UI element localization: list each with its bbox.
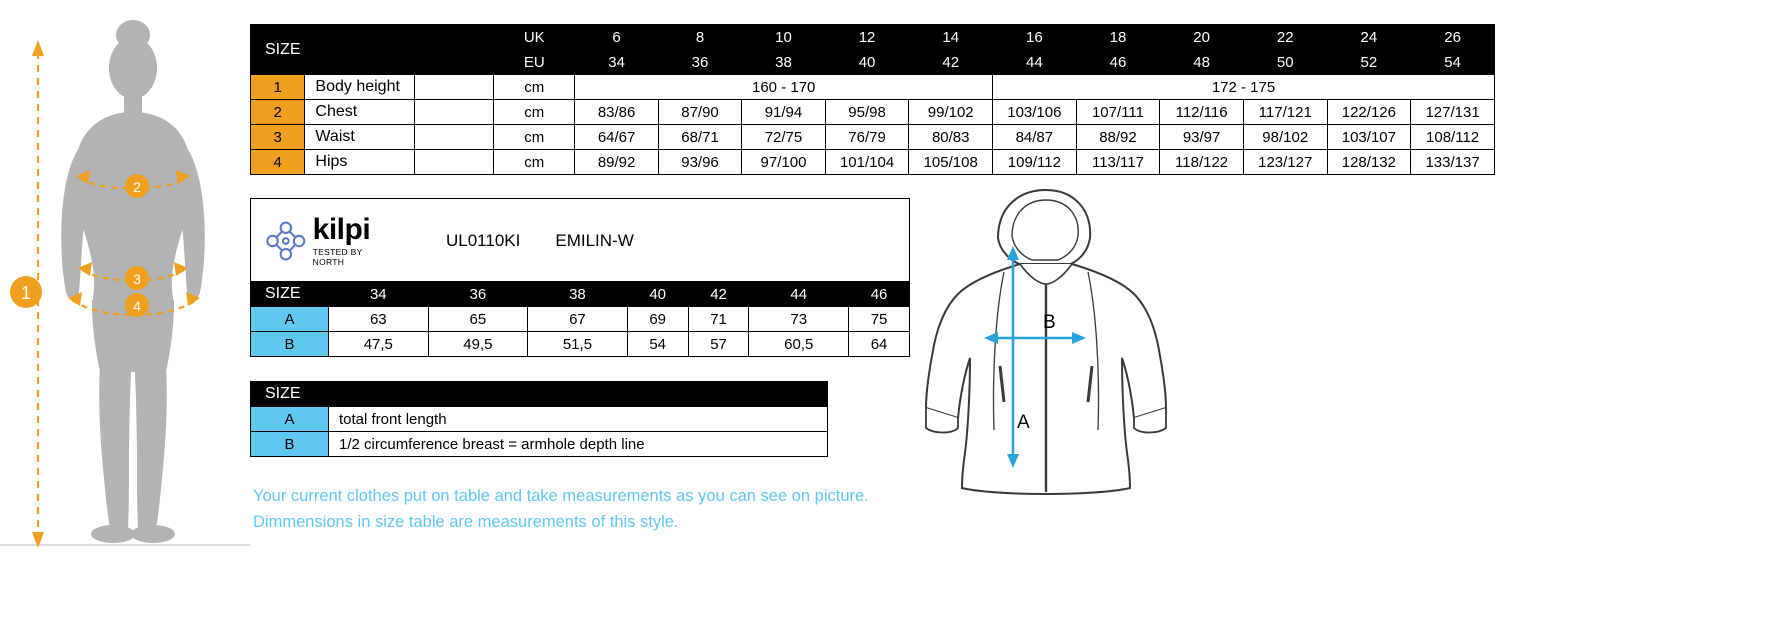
- legend-row-description: total front length: [329, 407, 828, 432]
- top-table-size-value: 50: [1243, 50, 1327, 75]
- row-marker-number: 3: [251, 125, 305, 150]
- mid-table-cell-value: 57: [688, 332, 749, 357]
- mid-table-size-value: 42: [688, 282, 749, 307]
- row-measure-value: 68/71: [658, 125, 741, 150]
- row-measure-value: 117/121: [1243, 100, 1327, 125]
- mid-table-size-value: 38: [528, 282, 628, 307]
- row-unit: cm: [494, 100, 575, 125]
- row-measure-value: 123/127: [1243, 150, 1327, 175]
- row-marker-number: 4: [251, 150, 305, 175]
- row-measure-value: 105/108: [909, 150, 993, 175]
- row-measure-value: 93/96: [658, 150, 741, 175]
- row-spacer-cell: [415, 125, 494, 150]
- row-measure-value: 127/131: [1411, 100, 1495, 125]
- row-measure-value: 122/126: [1327, 100, 1411, 125]
- top-table-size-value: 16: [993, 25, 1077, 50]
- mid-table-cell-value: 75: [849, 307, 910, 332]
- mid-table-cell-value: 54: [627, 332, 688, 357]
- brand-header-box: [250, 198, 910, 283]
- row-measure-value: 95/98: [825, 100, 909, 125]
- top-table-size-value: 18: [1076, 25, 1160, 50]
- jacket-label-a: A: [1017, 412, 1030, 433]
- mid-table-header-row: [251, 282, 910, 307]
- legend-header-row: [251, 382, 828, 407]
- top-table-size-header: SIZE: [251, 25, 494, 75]
- garment-size-table: [250, 281, 910, 357]
- mid-table-row-key: B: [251, 332, 329, 357]
- legend-table-body: [251, 382, 828, 457]
- row-measure-value: 84/87: [993, 125, 1077, 150]
- note-line-1: Your current clothes put on table and take measurements as you can see on picture.: [253, 487, 869, 505]
- mid-table-cell-value: 60,5: [749, 332, 849, 357]
- legend-row-key: B: [251, 432, 329, 457]
- top-table-size-value: 8: [658, 25, 741, 50]
- svg-text:3: 3: [133, 271, 141, 287]
- top-table-size-value: 26: [1411, 25, 1495, 50]
- measurement-legend-table: [250, 381, 828, 457]
- row-measure-value: 64/67: [575, 125, 658, 150]
- row-measure-value: 87/90: [658, 100, 741, 125]
- row-measure-value: 109/112: [993, 150, 1077, 175]
- legend-row-key: A: [251, 407, 329, 432]
- mid-table-cell-value: 64: [849, 332, 910, 357]
- top-table-size-value: 12: [825, 25, 909, 50]
- kilpi-logo: [251, 212, 396, 267]
- row-measure-value: 80/83: [909, 125, 993, 150]
- top-table-size-value: 46: [1076, 50, 1160, 75]
- list-item: [251, 407, 828, 432]
- brand-tagline: TESTED BY NORTH: [312, 246, 363, 267]
- legend-row-description: 1/2 circumference breast = armhole depth line: [329, 432, 828, 457]
- svg-text:2: 2: [133, 179, 141, 195]
- figure-marker-3: [125, 266, 149, 290]
- list-item: [251, 432, 828, 457]
- row-measure-value: 93/97: [1160, 125, 1244, 150]
- figure-marker-4: [125, 293, 149, 317]
- row-measure-value: 76/79: [825, 125, 909, 150]
- note-line-2: Dimmensions in size table are measurements of this style.: [253, 513, 679, 531]
- table-row: [251, 150, 1495, 175]
- row-spacer-cell: [415, 75, 494, 100]
- top-table-size-value: 48: [1160, 50, 1244, 75]
- table-row: [251, 307, 910, 332]
- mid-table-cell-value: 49,5: [428, 332, 528, 357]
- top-table-size-value: 14: [909, 25, 993, 50]
- row-measure-value: 89/92: [575, 150, 658, 175]
- top-table-size-value: 44: [993, 50, 1077, 75]
- table-row: [251, 125, 1495, 150]
- row-marker-number: 2: [251, 100, 305, 125]
- table-row: [251, 75, 1495, 100]
- row-measure-value: 103/107: [1327, 125, 1411, 150]
- top-table-size-value: 42: [909, 50, 993, 75]
- body-size-table: [250, 24, 1495, 175]
- svg-text:1: 1: [20, 283, 32, 303]
- mid-table-size-value: 34: [329, 282, 429, 307]
- mid-table-cell-value: 63: [329, 307, 429, 332]
- jacket-label-b: B: [1043, 312, 1056, 333]
- jacket-diagram: [900, 180, 1200, 500]
- top-table-body: [251, 25, 1495, 175]
- mid-table-cell-value: 73: [749, 307, 849, 332]
- top-table-header-row: [251, 25, 1495, 50]
- top-table-size-value: 36: [658, 50, 741, 75]
- mid-table-cell-value: 65: [428, 307, 528, 332]
- svg-text:4: 4: [133, 298, 141, 314]
- mid-table-cell-value: 47,5: [329, 332, 429, 357]
- female-body-diagram: [0, 0, 250, 629]
- row-measure-value: 88/92: [1076, 125, 1160, 150]
- row-unit: cm: [494, 125, 575, 150]
- brand-name: kilpi: [312, 212, 371, 246]
- jacket-measurement-figure: [900, 180, 1200, 500]
- top-table-size-value: 6: [575, 25, 658, 50]
- row-measure-value: 108/112: [1411, 125, 1495, 150]
- row-measure-value: 97/100: [742, 150, 826, 175]
- mid-table-body: [251, 282, 910, 357]
- row-measure-value: 83/86: [575, 100, 658, 125]
- top-table-size-value: 10: [742, 25, 826, 50]
- row-unit: cm: [494, 150, 575, 175]
- top-table-unit-header: EU: [494, 50, 575, 75]
- body-measurement-figure: [0, 0, 250, 629]
- figure-marker-2: [125, 174, 149, 198]
- top-table-size-value: 40: [825, 50, 909, 75]
- row-measure-value: 133/137: [1411, 150, 1495, 175]
- row-measure-value: 101/104: [825, 150, 909, 175]
- kilpi-logo-icon: [265, 220, 307, 262]
- row-measure-value: 128/132: [1327, 150, 1411, 175]
- mid-table-row-key: A: [251, 307, 329, 332]
- row-measure-value: 107/111: [1076, 100, 1160, 125]
- top-table-size-value: 20: [1160, 25, 1244, 50]
- figure-marker-1: [10, 276, 42, 308]
- row-measure-value: 91/94: [742, 100, 826, 125]
- mid-table-cell-value: 69: [627, 307, 688, 332]
- row-measure-value: 103/106: [993, 100, 1077, 125]
- mid-table-size-value: 40: [627, 282, 688, 307]
- top-table-unit-header: UK: [494, 25, 575, 50]
- row-measure-name: Waist: [305, 125, 415, 150]
- row-unit: cm: [494, 75, 575, 100]
- mid-table-size-value: 46: [849, 282, 910, 307]
- mid-table-cell-value: 67: [528, 307, 628, 332]
- row-measure-value: 99/102: [909, 100, 993, 125]
- row-measure-value: 98/102: [1243, 125, 1327, 150]
- legend-size-header: SIZE: [251, 382, 828, 407]
- row-measure-name: Hips: [305, 150, 415, 175]
- row-measure-value: 113/117: [1076, 150, 1160, 175]
- product-code: UL0110KI: [446, 230, 521, 250]
- top-table-size-value: 54: [1411, 50, 1495, 75]
- top-table-size-value: 34: [575, 50, 658, 75]
- top-table-size-value: 38: [742, 50, 826, 75]
- row-range-value: 160 - 170: [575, 75, 993, 100]
- mid-table-size-value: 36: [428, 282, 528, 307]
- table-row: [251, 332, 910, 357]
- row-spacer-cell: [415, 150, 494, 175]
- row-measure-value: 112/116: [1160, 100, 1244, 125]
- mid-table-size-header: SIZE: [251, 282, 329, 307]
- row-measure-name: Body height: [305, 75, 415, 100]
- mid-table-size-value: 44: [749, 282, 849, 307]
- row-measure-value: 72/75: [742, 125, 826, 150]
- mid-table-cell-value: 71: [688, 307, 749, 332]
- table-row: [251, 100, 1495, 125]
- row-marker-number: 1: [251, 75, 305, 100]
- mid-table-cell-value: 51,5: [528, 332, 628, 357]
- row-range-value: 172 - 175: [993, 75, 1495, 100]
- top-table-size-value: 52: [1327, 50, 1411, 75]
- top-table-size-value: 22: [1243, 25, 1327, 50]
- product-style-name: EMILIN-W: [555, 230, 634, 250]
- row-measure-name: Chest: [305, 100, 415, 125]
- row-spacer-cell: [415, 100, 494, 125]
- top-table-size-value: 24: [1327, 25, 1411, 50]
- row-measure-value: 118/122: [1160, 150, 1244, 175]
